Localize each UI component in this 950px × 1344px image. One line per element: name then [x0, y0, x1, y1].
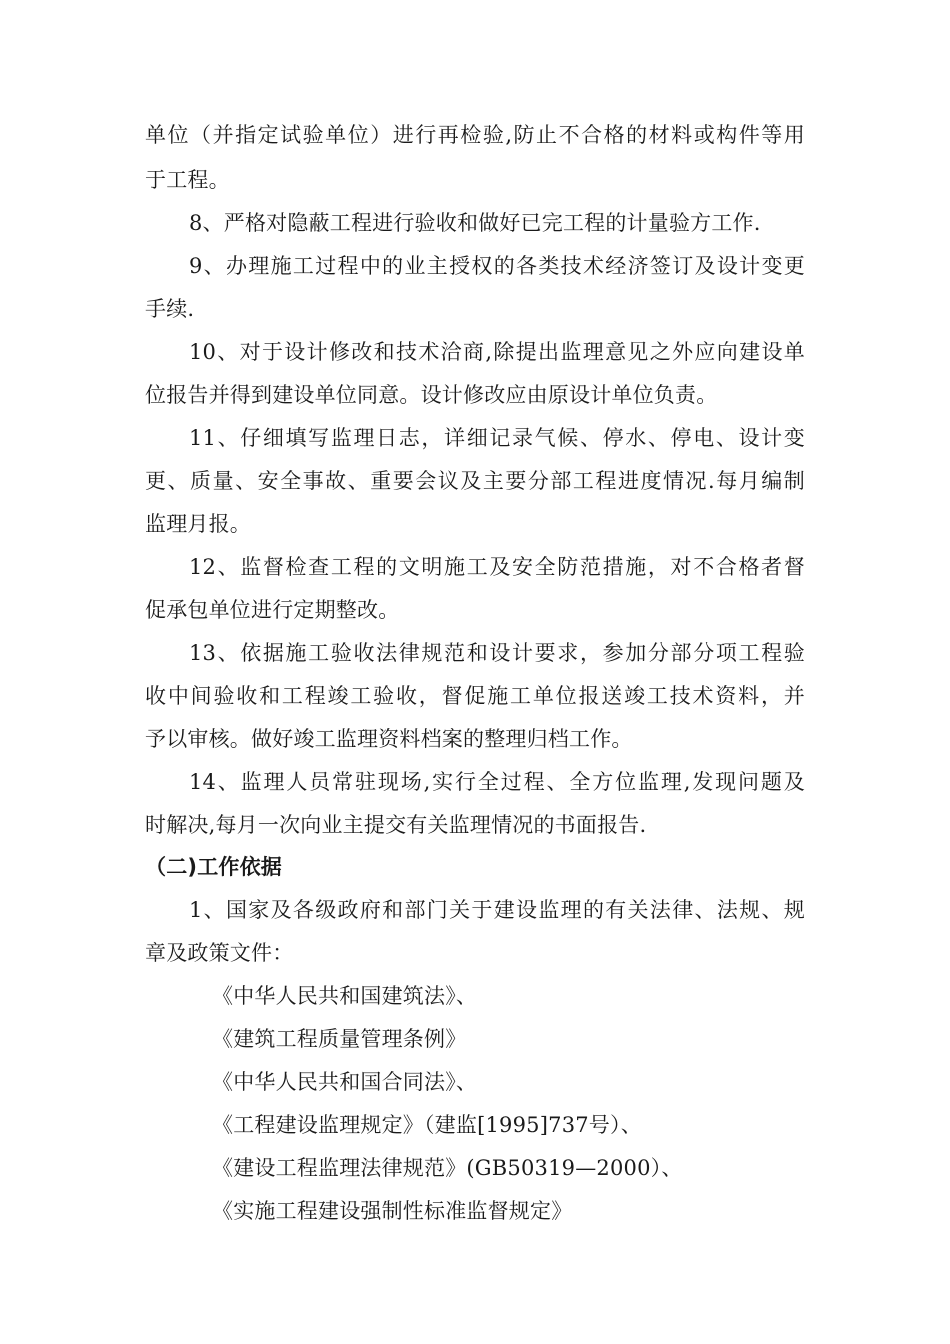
regulation-item: 《建设工程监理法律规范》(GB50319—2000）、	[212, 1156, 683, 1180]
paragraph-line: 手续.	[145, 297, 195, 321]
paragraph-line: 11、仔细填写监理日志，详细记录气候、停水、停电、设计变	[189, 426, 805, 450]
paragraph-line: 予以审核。做好竣工监理资料档案的整理归档工作。	[145, 727, 633, 751]
regulation-item: 《实施工程建设强制性标准监督规定》	[212, 1199, 573, 1223]
paragraph-line: 于工程。	[145, 168, 230, 192]
section-heading: （二)工作依据	[145, 855, 282, 879]
paragraph-line: 章及政策文件：	[145, 941, 294, 965]
paragraph-line: 8、严格对隐蔽工程进行验收和做好已完工程的计量验方工作.	[189, 211, 761, 235]
regulation-item: 《工程建设监理规定》（建监[1995]737号）、	[212, 1113, 642, 1137]
paragraph-line: 9、办理施工过程中的业主授权的各类技术经济签订及设计变更	[189, 254, 805, 278]
regulation-item: 《建筑工程质量管理条例》	[212, 1027, 467, 1051]
paragraph-line: 1、国家及各级政府和部门关于建设监理的有关法律、法规、规	[189, 898, 805, 922]
paragraph-line: 位报告并得到建设单位同意。设计修改应由原设计单位负责。	[145, 383, 718, 407]
paragraph-line: 促承包单位进行定期整改。	[145, 598, 400, 622]
paragraph-line: 监理月报。	[145, 512, 251, 536]
regulation-item: 《中华人民共和国建筑法》、	[212, 984, 478, 1008]
regulation-item: 《中华人民共和国合同法》、	[212, 1070, 478, 1094]
paragraph-line: 10、对于设计修改和技术洽商,除提出监理意见之外应向建设单	[189, 340, 805, 364]
paragraph-line: 13、依据施工验收法律规范和设计要求，参加分部分项工程验	[189, 641, 805, 665]
paragraph-line: 14、监理人员常驻现场,实行全过程、全方位监理,发现问题及	[189, 770, 805, 794]
paragraph-line: 更、质量、安全事故、重要会议及主要分部工程进度情况.每月编制	[145, 469, 805, 493]
paragraph-line: 时解决,每月一次向业主提交有关监理情况的书面报告.	[145, 813, 647, 837]
paragraph-line: 收中间验收和工程竣工验收，督促施工单位报送竣工技术资料，并	[145, 684, 805, 708]
paragraph-line: 12、监督检查工程的文明施工及安全防范措施，对不合格者督	[189, 555, 805, 579]
paragraph-line: 单位（并指定试验单位）进行再检验,防止不合格的材料或构件等用	[145, 123, 805, 147]
